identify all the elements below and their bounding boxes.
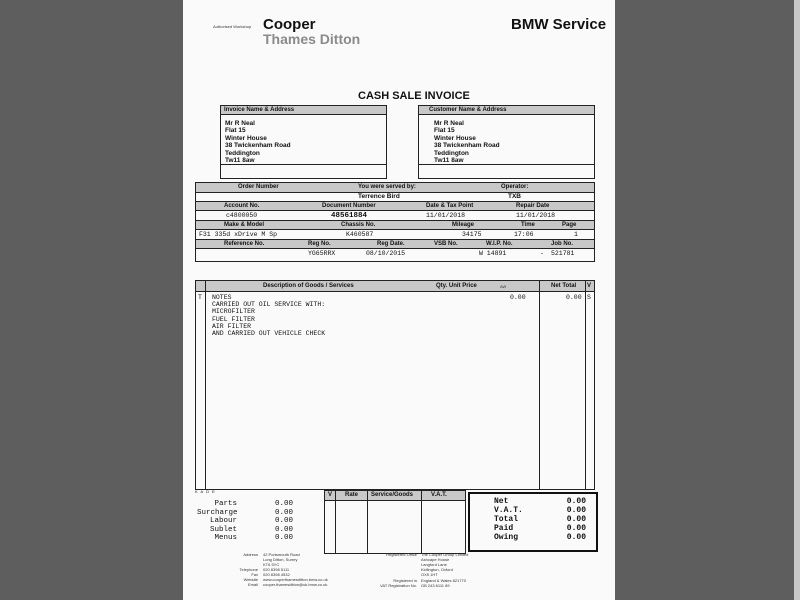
address-line: Mr R Neal bbox=[225, 120, 255, 127]
page-label: Page bbox=[562, 222, 577, 228]
make-model-label: Make & Model bbox=[224, 222, 265, 228]
footer-email-label: Email bbox=[247, 582, 258, 587]
dealer-name: Cooper bbox=[263, 16, 316, 33]
wip-dash: - bbox=[540, 250, 544, 257]
summary-value: 0.00 bbox=[274, 534, 293, 542]
footer-address bbox=[263, 552, 300, 567]
address-line: Tw11 8aw bbox=[434, 157, 464, 165]
summary-value: 0.00 bbox=[274, 525, 293, 534]
wip-no-value: W 14891 bbox=[479, 250, 507, 257]
footer-website-label: Website bbox=[243, 577, 258, 582]
customer-address-box bbox=[418, 105, 595, 179]
address-line: Flat 15 bbox=[434, 127, 455, 135]
account-no-label: Account No. bbox=[224, 203, 260, 209]
totals-label: Net bbox=[494, 497, 509, 506]
footer-telephone-label: Telephone bbox=[239, 567, 258, 572]
service-goods-header: Service/Goods bbox=[371, 492, 414, 498]
totals-label: Owing bbox=[494, 533, 519, 542]
vat-header: V.A.T. bbox=[431, 492, 447, 498]
customer-address-heading: Customer Name & Address bbox=[419, 106, 594, 115]
footer-registered-office-line: OX5 1HT bbox=[421, 572, 438, 577]
totals-label: Total bbox=[494, 515, 519, 524]
date-tax-point-value: 11/01/2018 bbox=[426, 212, 466, 219]
address-line: Winter House bbox=[434, 134, 476, 142]
address-line: Mr R Neal bbox=[434, 120, 464, 127]
invoice-address-heading: Invoice Name & Address bbox=[221, 106, 386, 115]
operator-label: Operator: bbox=[501, 184, 529, 190]
invoice-title: CASH SALE INVOICE bbox=[358, 90, 470, 102]
address-line: Winter House bbox=[225, 134, 267, 142]
invoice-details-block bbox=[195, 182, 595, 262]
served-by-label: You were served by: bbox=[358, 184, 416, 190]
footer-fax-label: Fax bbox=[251, 572, 258, 577]
qty-unit-price-header: Qty. Unit Price bbox=[436, 283, 477, 289]
footer-registered-office bbox=[421, 552, 468, 577]
totals-box bbox=[468, 492, 598, 552]
summary-value: 0.00 bbox=[274, 500, 293, 508]
item-line: AND CARRIED OUT VEHICLE CHECK bbox=[212, 330, 326, 338]
vat-code-value: S bbox=[587, 294, 591, 301]
footer-registered-office-line: Langford Lane bbox=[421, 562, 447, 567]
order-number-label: Order Number bbox=[238, 184, 279, 190]
row-code: T bbox=[198, 294, 202, 301]
page-value: 1 bbox=[574, 231, 578, 238]
repair-date-value: 11/01/2018 bbox=[516, 212, 556, 219]
invoice-address-box bbox=[220, 105, 387, 179]
address-line: Teddington bbox=[434, 149, 469, 157]
footer-telephone: 020 8398 5111 bbox=[263, 567, 290, 572]
document-number-label: Document Number bbox=[322, 203, 376, 209]
totals-value: 0.00 bbox=[566, 497, 586, 506]
summary-list bbox=[197, 500, 307, 543]
chassis-no-label: Chassis No. bbox=[341, 222, 376, 228]
item-description bbox=[212, 294, 325, 337]
brand-service: BMW Service bbox=[511, 16, 607, 33]
time-value: 17:06 bbox=[514, 231, 534, 238]
time-label: Time bbox=[521, 222, 535, 228]
footer-website: www.cooperthamesditton.bmw.co.uk bbox=[263, 577, 328, 582]
mileage-label: Mileage bbox=[452, 222, 475, 228]
vsb-no-label: VSB No. bbox=[434, 241, 458, 247]
wip-no-label: W.I.P. No. bbox=[486, 241, 513, 247]
address-line: Tw11 8aw bbox=[225, 157, 255, 165]
document-number-value: 48561884 bbox=[331, 212, 368, 220]
totals-value: 0.00 bbox=[566, 506, 586, 515]
net-total-header: Net Total bbox=[551, 283, 577, 289]
footer-registered-in: England & Wales 821770 bbox=[421, 578, 466, 583]
net-total-value: 0.00 bbox=[566, 294, 582, 301]
aw-header: AW bbox=[500, 284, 507, 289]
footer-fax: 020 8398 4532 bbox=[263, 572, 290, 577]
footer-vat-reg-label: VAT Registration No. bbox=[380, 583, 417, 588]
vat-table bbox=[324, 490, 466, 554]
footer-email: cooper.thamesditton@uk.bmw.co.uk bbox=[263, 582, 328, 587]
footer-registered-in-label: Registered in bbox=[393, 578, 417, 583]
reference-no-label: Reference No. bbox=[224, 241, 265, 247]
address-line: Teddington bbox=[225, 149, 260, 157]
summary-label: Surcharge bbox=[197, 508, 238, 517]
item-line: CARRIED OUT OIL SERVICE WITH: bbox=[212, 301, 326, 309]
reg-no-label: Reg No. bbox=[308, 241, 331, 247]
description-header: Description of Goods / Services bbox=[263, 283, 354, 289]
footer-address-line: KT6 5YC bbox=[263, 562, 280, 567]
address-line: 38 Twickenham Road bbox=[225, 142, 291, 150]
item-line: AIR FILTER bbox=[212, 322, 252, 330]
date-tax-point-label: Date & Tax Point bbox=[426, 203, 474, 209]
summary-row bbox=[197, 526, 307, 535]
dealer-location: Thames Ditton bbox=[263, 31, 361, 47]
background-edge bbox=[794, 0, 800, 600]
customer-address-lines bbox=[419, 115, 594, 164]
footer-registered-office-line: Ashcape House bbox=[421, 557, 450, 562]
reg-date-value: 08/10/2015 bbox=[366, 250, 406, 257]
footer-vat-reg: GB 243 6111 89 bbox=[421, 583, 450, 588]
reg-date-label: Reg Date. bbox=[377, 241, 405, 247]
summary-label: Menus bbox=[214, 534, 237, 542]
job-no-label: Job No. bbox=[551, 241, 573, 247]
totals-row bbox=[494, 524, 590, 533]
items-table bbox=[195, 280, 595, 490]
footer-registered-office-line: The Cooper Group Limited bbox=[421, 552, 469, 557]
totals-list bbox=[494, 497, 590, 542]
repair-date-label: Repair Date bbox=[516, 203, 550, 209]
item-line: FUEL FILTER bbox=[212, 315, 255, 323]
summary-label: Sublet bbox=[209, 525, 237, 534]
side-code: K A D E bbox=[195, 489, 216, 494]
summary-label: Labour bbox=[209, 517, 237, 525]
reg-no-value: YG65RRX bbox=[308, 250, 336, 257]
served-by-value: Terrence Bird bbox=[358, 193, 400, 200]
totals-row bbox=[494, 497, 590, 506]
vat-v-header: V bbox=[328, 492, 333, 498]
account-no-value: c4800050 bbox=[226, 212, 258, 219]
invoice-page bbox=[183, 0, 615, 600]
unit-price-value: 0.00 bbox=[510, 294, 526, 301]
summary-value: 0.00 bbox=[274, 517, 293, 525]
rate-header: Rate bbox=[345, 492, 359, 498]
totals-row bbox=[494, 506, 590, 515]
summary-row bbox=[197, 500, 307, 509]
mileage-value: 34175 bbox=[462, 231, 482, 238]
footer-address-label: Address bbox=[243, 552, 258, 557]
totals-value: 0.00 bbox=[566, 515, 586, 524]
chassis-no-value: K460587 bbox=[346, 231, 374, 238]
summary-row bbox=[197, 534, 307, 543]
totals-label: Paid bbox=[494, 524, 514, 533]
address-line: Flat 15 bbox=[225, 127, 246, 135]
summary-label: Parts bbox=[214, 500, 237, 508]
footer-address-line: Long Ditton, Surrey bbox=[263, 557, 298, 562]
job-no-value: 521781 bbox=[551, 250, 575, 257]
footer-registered-office-label: Registered Office bbox=[386, 552, 417, 557]
summary-row bbox=[197, 517, 307, 526]
item-line: NOTES bbox=[212, 294, 232, 301]
operator-value: TXB bbox=[508, 193, 521, 200]
authorised-workshop-text: Authorised Workshop bbox=[213, 24, 252, 29]
totals-row bbox=[494, 515, 590, 524]
footer-address-line: 42 Portsmouth Road bbox=[263, 552, 300, 557]
footer-registered-office-line: Kidlington, Oxford bbox=[421, 567, 453, 572]
make-model-value: F31 335d xDrive M Sp bbox=[199, 231, 278, 238]
totals-label: V.A.T. bbox=[494, 506, 523, 515]
totals-value: 0.00 bbox=[566, 524, 586, 533]
address-line: 38 Twickenham Road bbox=[434, 142, 500, 150]
totals-value: 0.00 bbox=[566, 533, 586, 542]
summary-row bbox=[197, 509, 307, 518]
v-header: V bbox=[587, 283, 592, 289]
invoice-address-lines bbox=[221, 115, 386, 164]
item-line: MICROFILTER bbox=[212, 308, 255, 316]
summary-value: 0.00 bbox=[274, 508, 293, 517]
totals-row bbox=[494, 533, 590, 542]
